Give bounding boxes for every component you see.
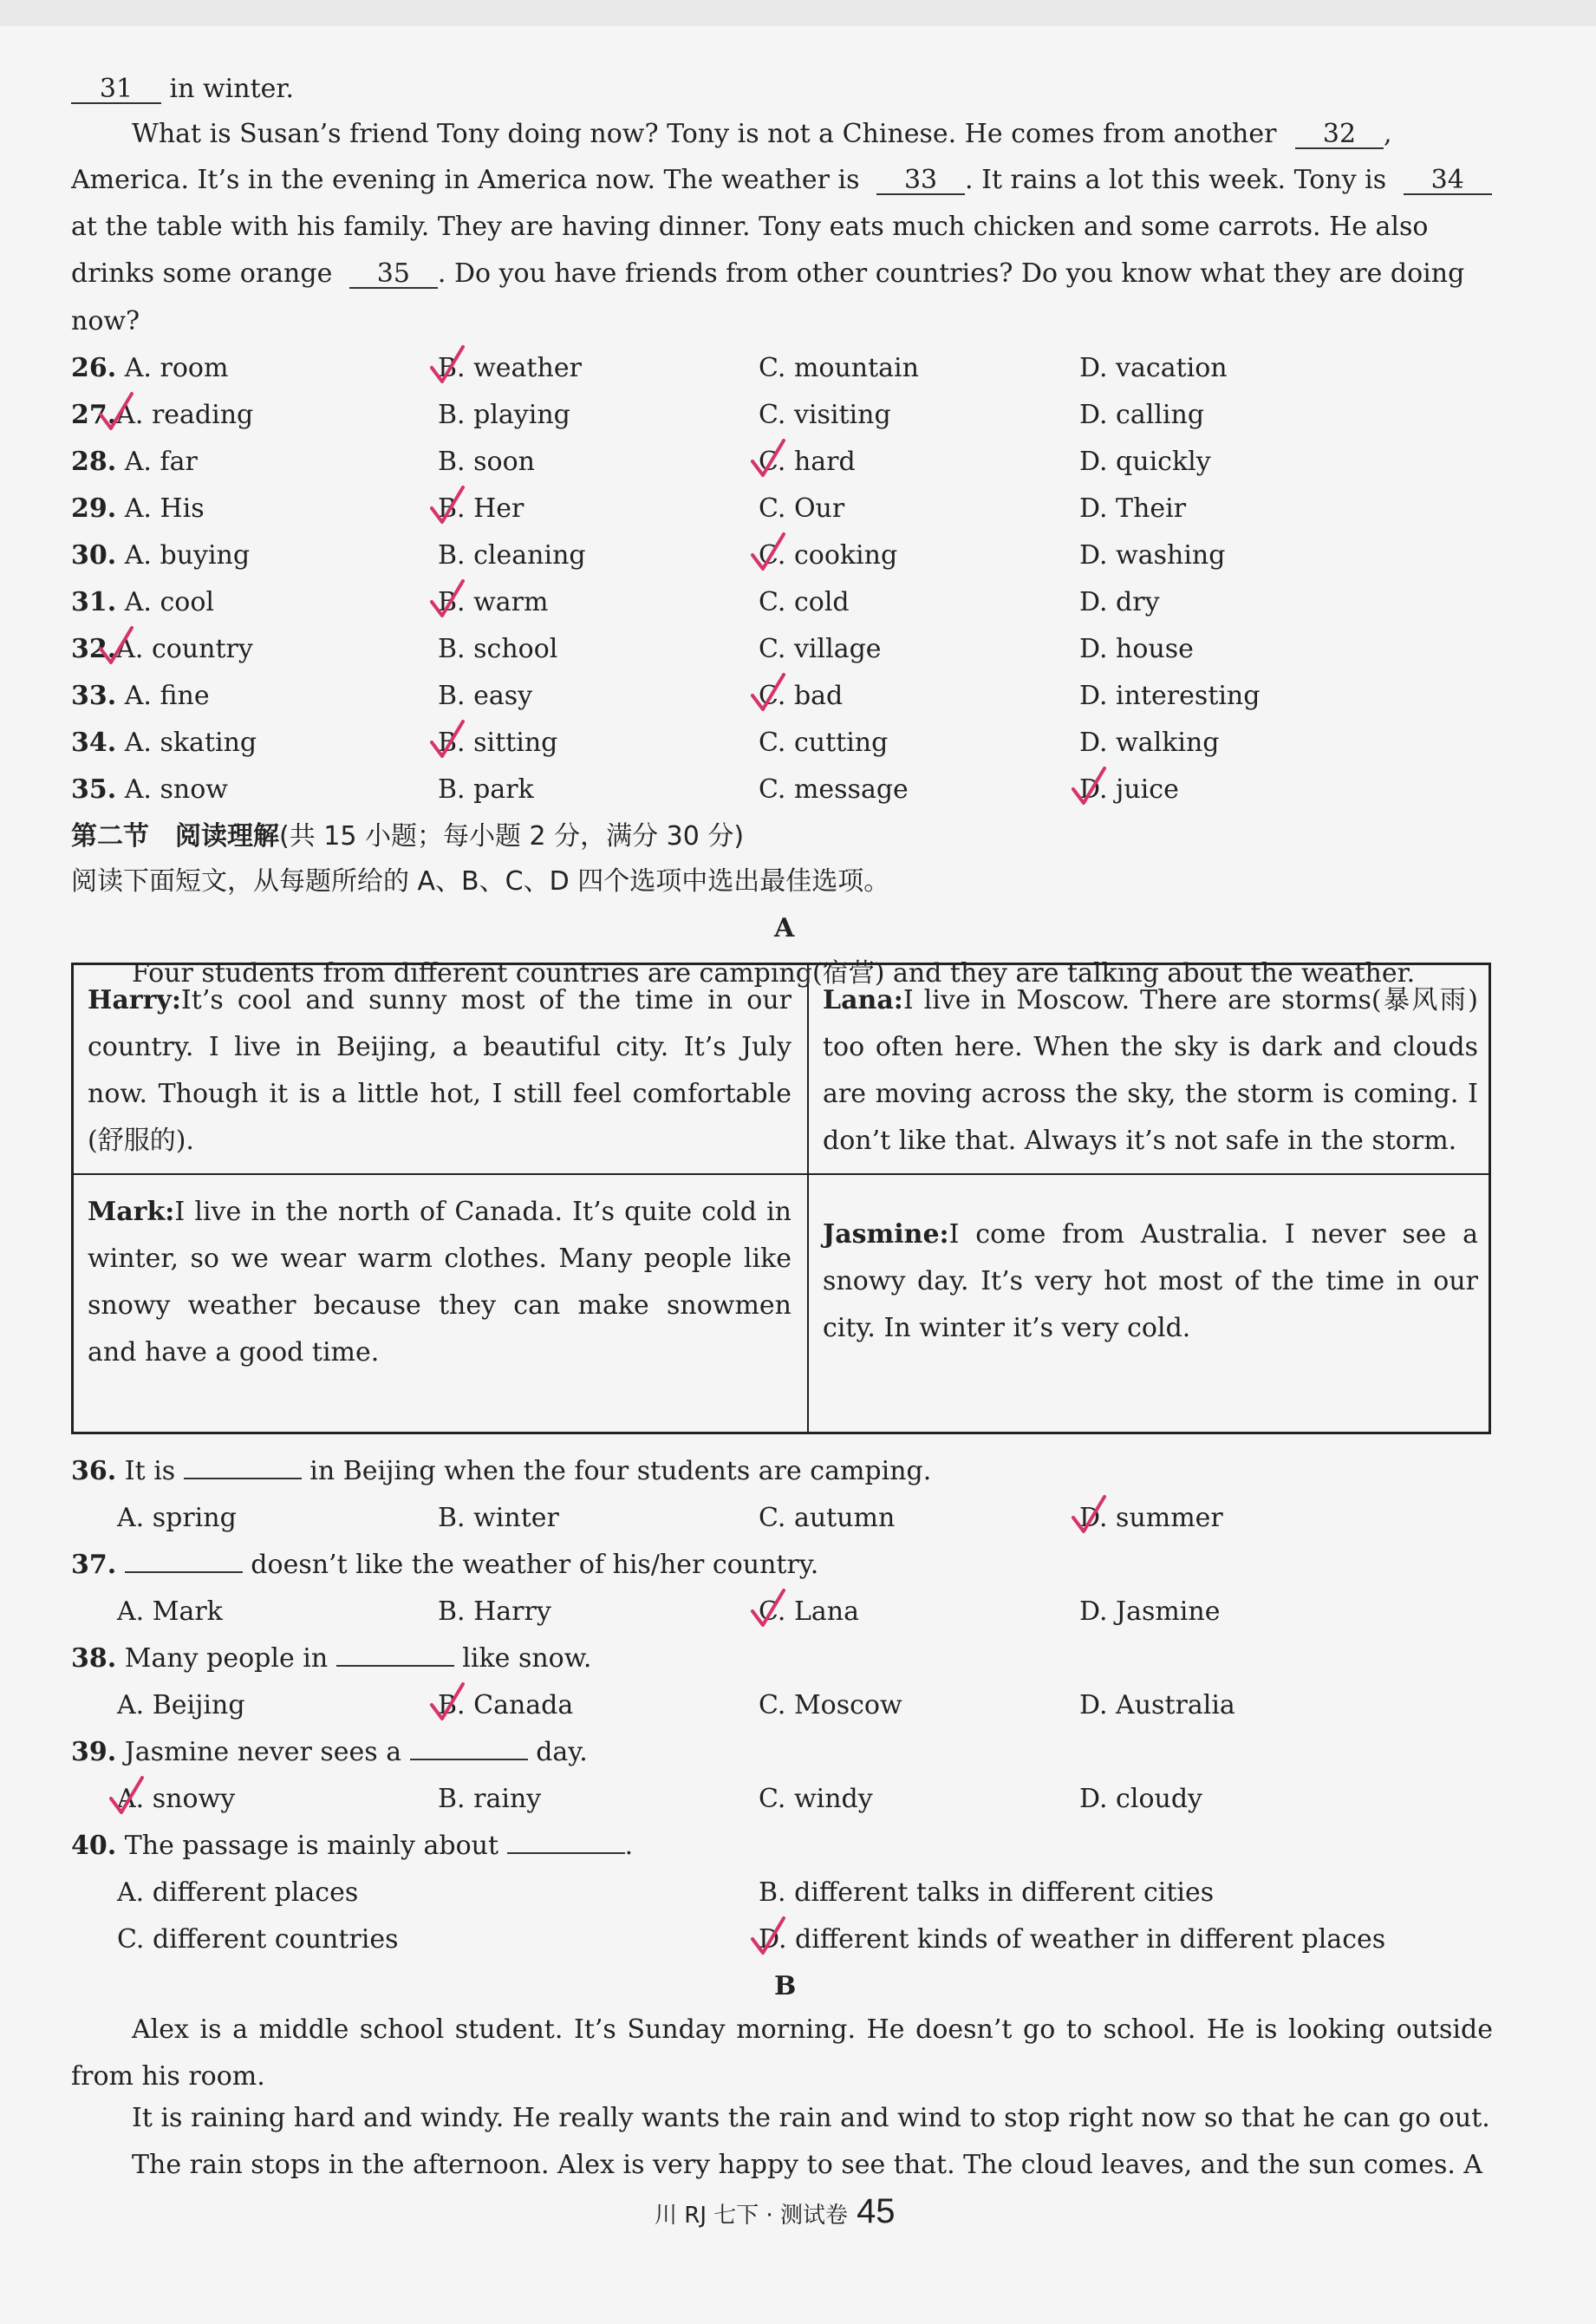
speaker-lana: Lana: [823,985,903,1015]
mark-text: I live in the north of Canada. It’s quite cold in winter, so we wear warm clothes. Many people like snowy weather because they can make snowmen and have a good time. [88,1197,791,1368]
line3-text-a: America. It’s in the evening in America now. The weather is [71,165,860,195]
q39-stem: 39. Jasmine never sees a day. [71,1737,588,1767]
jasmine-text: I come from Australia. I never see a snowy day. It’s very hot most of the time in our city. In winter it’s very cold. [823,1219,1478,1343]
passage-a-intro: Four students from different countries are camping(宿营) and they are talking about the weather. [132,958,1416,989]
q26-option-a[interactable]: A. room [124,353,229,383]
q37-stem: 37. doesn’t like the weather of his/her country. [71,1550,819,1580]
q29-option-b[interactable]: B. Her [438,493,524,524]
q37-option-d[interactable]: D. Jasmine [1079,1596,1221,1627]
q29-option-a[interactable]: A. His [124,493,205,524]
check-mark-icon [749,671,791,715]
q33-option-d[interactable]: D. interesting [1079,681,1261,711]
blank-31: 31 [71,76,161,104]
section-instruction: 阅读下面短文，从每题所给的 A、B、C、D 四个选项中选出最佳选项。 [71,866,890,897]
q35-option-b[interactable]: B. park [438,774,534,805]
check-mark-icon [749,1915,791,1958]
blank-35: 35 [349,261,438,289]
speaker-mark: Mark: [88,1197,175,1227]
check-mark-icon [1070,1493,1111,1537]
passage-line-3 [71,166,1492,195]
q26-option-d[interactable]: D. vacation [1079,353,1228,383]
q32-option-a[interactable]: A. country [116,634,253,664]
q39-option-b[interactable]: B. rainy [438,1784,542,1814]
passage-b-label: B [774,1971,797,2001]
check-mark-icon [97,390,139,434]
q30-row: 30. A. buying [71,540,251,571]
q31-option-c[interactable]: C. cold [759,587,850,617]
q36-option-d[interactable]: D. summer [1079,1503,1223,1533]
q36-stem: 36. It is in Beijing when the four students are camping. [71,1456,932,1486]
q33-row: 33. A. fine [71,681,210,711]
q34-row: 34. A. skating [71,728,257,758]
passage-a-label: A [774,913,795,943]
q28-option-b[interactable]: B. soon [438,447,535,477]
check-mark-icon [428,343,470,387]
q36-option-c[interactable]: C. autumn [759,1503,896,1533]
passage-line-6: now? [71,306,140,336]
q26-row: 26. A. room [71,353,229,383]
q37-option-b[interactable]: B. Harry [438,1596,551,1627]
speaker-harry: Harry: [88,985,181,1015]
q27-option-b[interactable]: B. playing [438,400,570,430]
line3-text-b: . It rains a lot this week. Tony is [965,165,1387,195]
check-mark-icon [107,1774,149,1818]
q38-option-d[interactable]: D. Australia [1079,1690,1235,1720]
q28-option-d[interactable]: D. quickly [1079,447,1211,477]
section-title [71,822,744,852]
q38-option-b[interactable]: B. Canada [438,1690,574,1720]
cell-mark [88,1189,791,1376]
q26-option-b[interactable]: B. weather [438,353,582,383]
q35-row: 35. A. snow [71,774,228,805]
speaker-jasmine: Jasmine: [823,1219,949,1250]
check-mark-icon [428,578,470,621]
q31-option-b[interactable]: B. warm [438,587,549,617]
page-footer [655,2194,896,2233]
q27-option-a[interactable]: A. reading [116,400,254,430]
q27-option-c[interactable]: C. visiting [759,400,891,430]
check-mark-icon [749,437,791,480]
passage-line-5 [71,259,1464,289]
q31-option-a[interactable]: A. cool [124,587,215,617]
q37-option-a[interactable]: A. Mark [117,1596,223,1627]
q27-option-d[interactable]: D. calling [1079,400,1205,430]
q38-option-a[interactable]: A. Beijing [117,1690,245,1720]
q35-option-a[interactable]: A. snow [124,774,228,805]
q31-option-d[interactable]: D. dry [1079,587,1160,617]
section-title-text: 第二节 阅读理解 [71,821,279,852]
scan-shadow [0,0,1596,26]
q30-option-c[interactable]: C. cooking [759,540,898,571]
cell-jasmine [823,1211,1478,1352]
line5-text-b: . Do you have friends from other countries? Do you know what they are doing [437,258,1465,289]
q40-option-d[interactable]: D. different kinds of weather in different places [759,1924,1386,1955]
q26-option-c[interactable]: C. mountain [759,353,919,383]
q39-option-c[interactable]: C. windy [759,1784,873,1814]
q28-option-c[interactable]: C. hard [759,447,856,477]
q28-option-a[interactable]: A. far [124,447,198,477]
check-mark-icon [428,484,470,527]
check-mark-icon [1070,765,1111,808]
q33-option-b[interactable]: B. easy [438,681,533,711]
speakers-table [71,963,1491,1434]
q39-option-a[interactable]: A. snowy [117,1784,236,1814]
page-number: 45 [857,2192,896,2230]
passage-line-4: at the table with his family. They are having dinner. Tony eats much chicken and some carrots. He also [71,212,1429,242]
q34-option-c[interactable]: C. cutting [759,728,889,758]
q27-row: 27.A. reading [71,400,254,430]
q32-option-c[interactable]: C. village [759,634,882,664]
q35-option-c[interactable]: C. message [759,774,909,805]
check-mark-icon [749,531,791,574]
q40-stem: 40. The passage is mainly about . [71,1831,634,1861]
q30-option-d[interactable]: D. washing [1079,540,1226,571]
line1-text: in winter. [169,74,294,104]
q30-option-a[interactable]: A. buying [124,540,251,571]
q40-option-b[interactable]: B. different talks in different cities [759,1877,1215,1908]
q37-option-c[interactable]: C. Lana [759,1596,859,1627]
q40-option-c[interactable]: C. different countries [117,1924,399,1955]
q38-option-c[interactable]: C. Moscow [759,1690,902,1720]
footer-label: 川 RJ 七下 · 测试卷 [655,2203,849,2229]
q36-option-a[interactable]: A. spring [117,1503,237,1533]
section-title-note: (共 15 小题；每小题 2 分，满分 30 分) [279,821,745,852]
q32-option-d[interactable]: D. house [1079,634,1194,664]
q29-row: 29. A. His [71,493,205,524]
passage-b-p2: It is raining hard and windy. He really wants the rain and wind to stop right now so that he can go out. [132,2103,1490,2133]
q29-option-d[interactable]: D. Their [1079,493,1187,524]
q28-row: 28. A. far [71,447,198,477]
q31-row: 31. A. cool [71,587,215,617]
check-mark-icon [749,1587,791,1630]
check-mark-icon [428,1681,470,1724]
q35-option-d[interactable]: D. juice [1079,774,1179,805]
blank-34: 34 [1404,167,1492,195]
line2-text: What is Susan’s friend Tony doing now? Tony is not a Chinese. He comes from another [132,119,1277,149]
q29-option-c[interactable]: C. Our [759,493,845,524]
q33-option-c[interactable]: C. bad [759,681,844,711]
blank-33: 33 [876,167,965,195]
q38-stem: 38. Many people in like snow. [71,1643,592,1674]
lana-text: I live in Moscow. There are storms(暴风雨) too often here. When the sky is dark and clouds are moving across the sky, the storm is coming. I don’t like that. Always it’s not safe in the storm. [823,985,1478,1156]
q36-option-b[interactable]: B. winter [438,1503,559,1533]
passage-line-1 [71,75,294,104]
q34-option-a[interactable]: A. skating [124,728,257,758]
q32-option-b[interactable]: B. school [438,634,558,664]
blank-32: 32 [1295,121,1384,149]
passage-b-p3: The rain stops in the afternoon. Alex is very happy to see that. The cloud leaves, and the sun comes. A [132,2150,1483,2180]
q30-option-b[interactable]: B. cleaning [438,540,586,571]
q34-option-b[interactable]: B. sitting [438,728,558,758]
q34-option-d[interactable]: D. walking [1079,728,1220,758]
q40-option-a[interactable]: A. different places [117,1877,359,1908]
check-mark-icon [97,624,139,668]
passage-line-2: What is Susan’s friend Tony doing now? Tony is not a Chinese. He comes from another 32 , [132,119,1392,149]
check-mark-icon [428,718,470,761]
harry-text: It’s cool and sunny most of the time in our country. I live in Beijing, a beautiful city. It’s July now. Though it is a little hot, I still feel comfortable (舒服的). [88,985,791,1156]
q33-option-a[interactable]: A. fine [124,681,210,711]
cell-harry [88,977,791,1165]
cell-lana [823,977,1478,1165]
line5-text-a: drinks some orange [71,258,333,289]
q39-option-d[interactable]: D. cloudy [1079,1784,1202,1814]
passage-b-p1: Alex is a middle school student. It’s Sunday morning. He doesn’t go to school. He is looking outside from his room. [71,2014,1493,2092]
q32-row: 32.A. country [71,634,253,664]
